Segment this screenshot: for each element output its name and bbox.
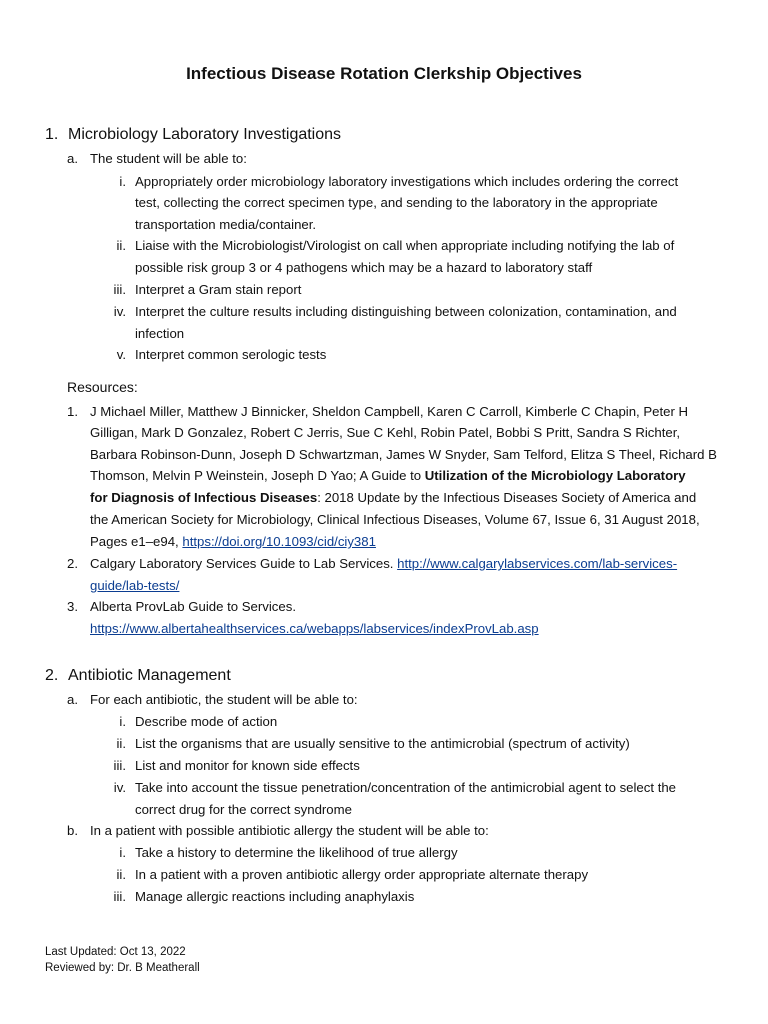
list-text: Interpret a Gram stain report [135,282,302,297]
citation-text: Alberta ProvLab Guide to Services. [90,599,296,614]
citation-line [90,578,179,594]
list-text: In a patient with a proven antibiotic allergy order appropriate alternate therapy [135,867,589,882]
citation-text: : 2018 Update by the Infectious Diseases Society of America and [317,490,697,505]
list-text: List and monitor for known side effects [135,758,360,773]
citation-text: the American Society for Microbiology, Clinical Infectious Diseases, Volume 67, Issue 6, 31 August 2018, [90,512,700,527]
list-label: i. [119,845,126,860]
citation-line [90,621,539,637]
citation-text: J Michael Miller, Matthew J Binnicker, Sheldon Campbell, Karen C Carroll, Kimberle C Chapin, Peter H [90,404,689,419]
list-text: transportation media/container. [135,217,317,232]
list-label: i. [119,174,126,189]
section-title: Antibiotic Management [68,667,231,684]
list-text: correct drug for the correct syndrome [135,802,352,817]
citation-line [90,556,677,572]
list-label: iv. [113,304,126,319]
list-label: 2. [67,556,78,571]
list-text: Appropriately order microbiology laboratory investigations which includes ordering the correct [135,174,679,189]
citation-bold-title: for Diagnosis of Infectious Diseases [90,490,318,505]
citation-bold-title: Utilization of the Microbiology Laboratory [424,468,686,483]
citation-text: Calgary Laboratory Services Guide to Lab Services. [90,556,398,571]
citation-line [90,534,376,550]
list-text: Take a history to determine the likelihood of true allergy [135,845,458,860]
citation-line [90,468,686,484]
list-label: ii. [116,736,126,751]
list-text: Describe mode of action [135,714,278,729]
list-label: 1. [67,404,78,419]
list-label: iii. [113,889,126,904]
list-text: For each antibiotic, the student will be able to: [90,692,358,707]
last-updated: Last Updated: Oct 13, 2022 [45,946,186,958]
list-label: iv. [113,780,126,795]
citation-line [90,490,696,506]
list-text: Interpret the culture results including distinguishing between colonization, contamination, and [135,304,677,319]
reviewed-by: Reviewed by: Dr. B Meatherall [45,962,200,974]
list-label: b. [67,823,78,838]
list-text: possible risk group 3 or 4 pathogens which may be a hazard to laboratory staff [135,260,593,275]
list-text: List the organisms that are usually sensitive to the antimicrobial (spectrum of activity) [135,736,630,751]
provlab-link[interactable]: https://www.albertahealthservices.ca/webapps/labservices/indexProvLab.asp [90,621,539,636]
list-text: Manage allergic reactions including anaphylaxis [135,889,415,904]
list-text: Take into account the tissue penetration/concentration of the antimicrobial agent to select the [135,780,677,795]
list-label: v. [116,347,126,362]
citation-text: Barbara Robinson-Dunn, Joseph D Schwartzman, James W Snyder, Sam Telford, Elitza S Theel, Richard B [90,447,717,462]
section-1-heading [45,126,341,144]
section-number: 2. [45,667,59,684]
list-label: a. [67,692,78,707]
citation-text: Thomson, Melvin P Weinstein, Joseph D Yao; A Guide to [90,468,425,483]
citation-text: Gilligan, Mark D Gonzalez, Robert C Jerris, Sue C Kehl, Robin Patel, Bobbi S Pritt, Sandra S Richter, [90,425,681,440]
list-text: In a patient with possible antibiotic allergy the student will be able to: [90,823,489,838]
list-text: infection [135,326,185,341]
calgary-lab-link[interactable]: http://www.calgarylabservices.com/lab-services- [397,556,678,571]
section-title: Microbiology Laboratory Investigations [68,126,342,143]
list-text: test, collecting the correct specimen type, and sending to the laboratory in the appropriate [135,195,658,210]
list-label: iii. [113,282,126,297]
list-text: Interpret common serologic tests [135,347,327,362]
list-label: ii. [116,867,126,882]
doi-link[interactable]: https://doi.org/10.1093/cid/ciy381 [182,534,376,549]
section-number: 1. [45,126,59,143]
list-label: a. [67,151,78,166]
list-label: 3. [67,599,78,614]
list-label: ii. [116,238,126,253]
list-text: Liaise with the Microbiologist/Virologist on call when appropriate including notifying the lab of [135,238,675,253]
list-label: iii. [113,758,126,773]
list-label: i. [119,714,126,729]
citation-text: Pages e1–e94, [90,534,183,549]
list-text: The student will be able to: [90,151,247,166]
resources-heading: Resources: [67,379,138,395]
document-title: Infectious Disease Rotation Clerkship Objectives [186,64,582,83]
section-2-heading [45,667,231,685]
calgary-lab-link-cont[interactable]: guide/lab-tests/ [90,578,180,593]
